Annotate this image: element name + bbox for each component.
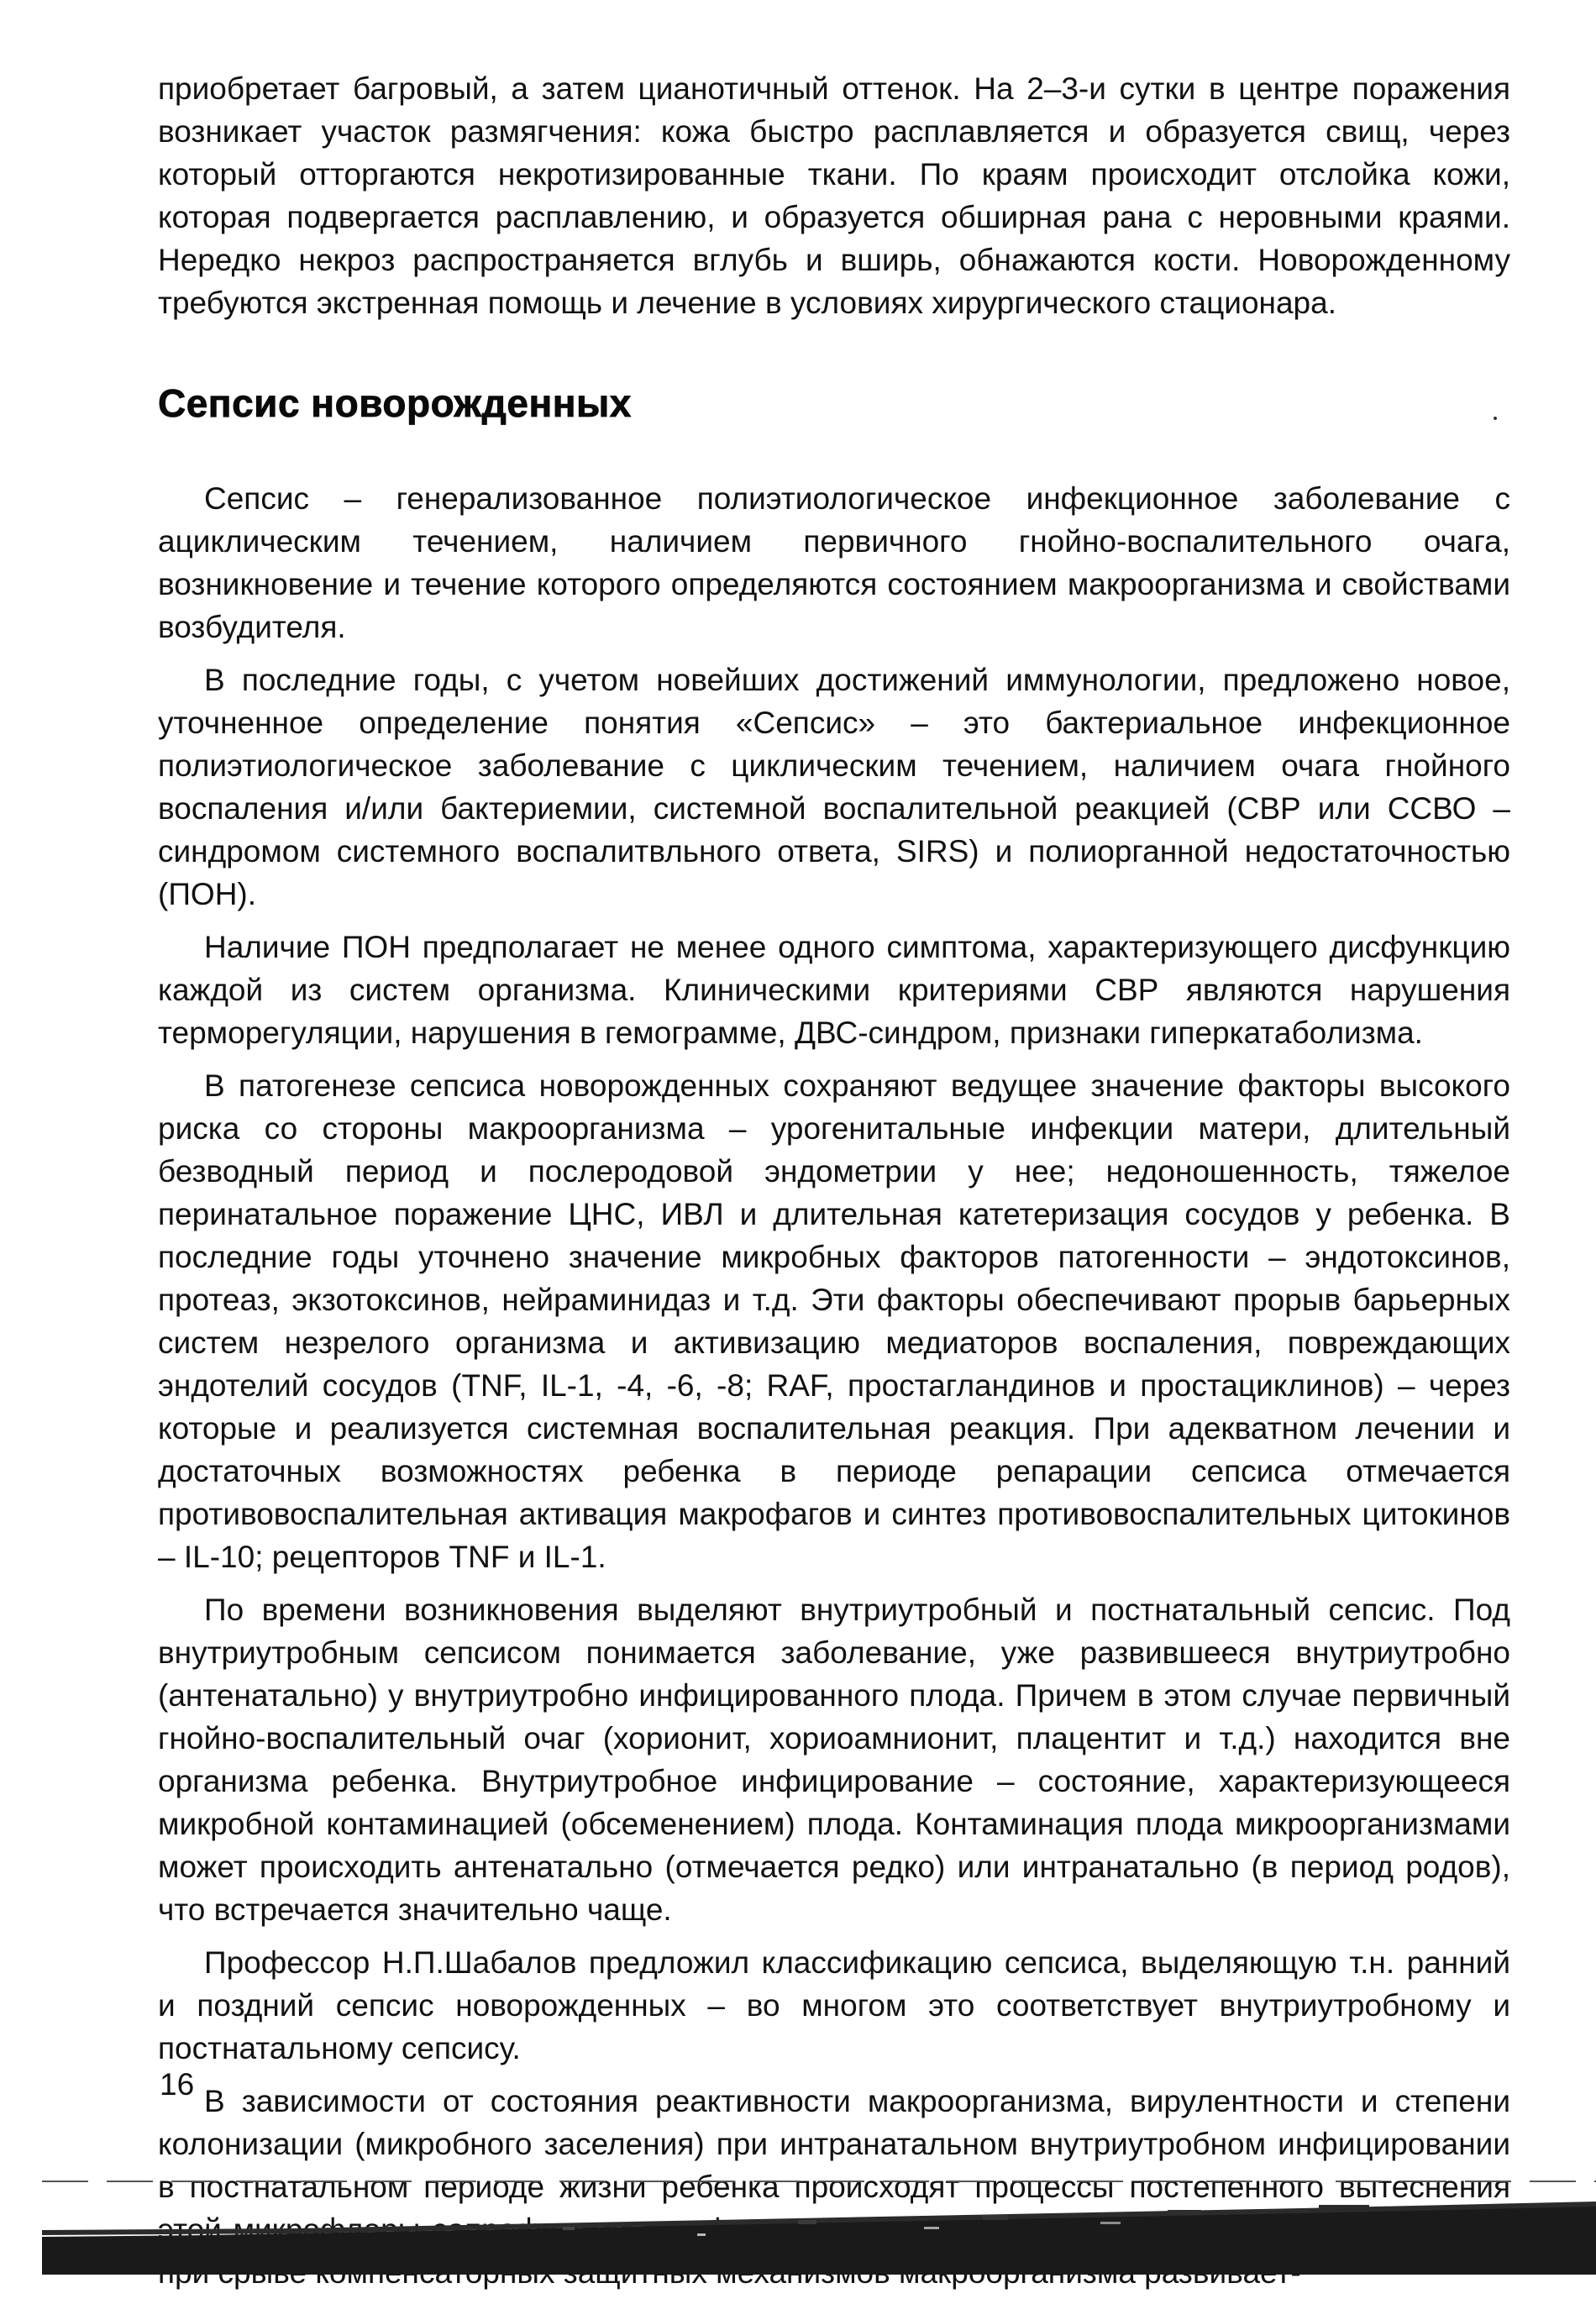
paragraph-definition: Сепсис – генерализованное полиэтиологическое инфекционное заболевание с ациклическим течением, наличием первичного гнойно-воспалительного очага, возникновение и течение которого определяются состоянием макроорганизма и свойствами возбудителя. bbox=[158, 481, 1510, 644]
page-number: 16 bbox=[160, 2067, 195, 2102]
paragraph-pathogenesis: В патогенезе сепсиса новорожденных сохраняют ведущее значение факторы высокого риска со стороны макроорганизма – урогенитальные инфекции матери, длительный безводный период и послеродовой эндометрии у нее; недоношенность, тяжелое перинатальное поражение ЦНС, ИВЛ и длительная катетеризация сосудов у ребенка. В последние годы уточнено значение микробных факторов патогенности – эндотоксинов, протеаз, экзотоксинов, нейраминидаз и т.д. Эти факторы обеспечивают прорыв барьерных систем незрелого организма и активизацию медиаторов воспаления, повреждающих эндотелий сосудов (TNF, IL-1, -4, -6, -8; RAF, простагландинов и простациклинов) – через которые и реализуется системная воспалительная реакция. При адекватном лечении и достаточных возможностях ребенка в периоде репарации сепсиса отмечается противовоспалительная активация макрофагов и синтез противовоспалительных цитокинов – IL-10; рецепторов TNF и IL-1. bbox=[158, 1068, 1510, 1574]
paragraph-classification: Профессор Н.П.Шабалов предложил классификацию сепсиса, выделяющую т.н. ранний и поздний сепсис новорожденных – во многом это соответствует внутриутробному и постнатальному сепсису. bbox=[158, 1945, 1510, 2065]
paragraph-new-definition: В последние годы, с учетом новейших достижений иммунологии, предложено новое, уточненное определение понятия «Сепсис» – это бактериальное инфекционное полиэтиологическое заболевание с циклическим течением, наличием очага гнойного воспаления и/или бактериемии, системной воспалительной реакцией (СВР или ССВО – синдромом системного воспалитвльного ответа, SIRS) и полиорганной недостаточностью (ПОН). bbox=[158, 663, 1510, 911]
paragraph-reactivity: В зависимости от состояния реактивности макроорганизма, вирулентности и степени колонизации (микробного заселения) при интранатальном внутриутробном инфицировании в постнатальном периоде жизни ребенка происходят процессы постепенного вытеснения bbox=[158, 2084, 1510, 2204]
section-heading: Сепсис новорожденных bbox=[158, 381, 632, 425]
page-content bbox=[158, 67, 1510, 2304]
scan-bottom-edge bbox=[42, 2171, 1596, 2275]
intro-paragraph: приобретает багровый, а затем цианотичный оттенок. На 2–3-и сутки в центре поражения возникает участок размягчения: кожа быстро расплавляется и образуется свищ, через который отторгаются некротизированные ткани. По краям происходит отслойка кожи, которая подвергается расплавлению, и образуется обширная рана с неровными краями. Нередко некроз распространяется вглубь и вширь, обнажаются кости. Новорожденному требуются экстренная помощь и лечение в условиях хирургического стационара. bbox=[158, 71, 1510, 320]
paragraph-pon-criteria: Наличие ПОН предполагает не менее одного симптома, характеризующего дисфункцию каждой из систем организма. Клиническими критериями СВР являются нарушения терморегуляции, нарушения в гемограмме, ДВС-синдром, признаки гиперкатаболизма. bbox=[158, 930, 1510, 1050]
paragraph-onset-time: По времени возникновения выделяют внутриутробный и постнатальный сепсис. Под внутриутробным сепсисом понимается заболевание, уже развившееся внутриутробно (антенатально) у внутриутробно инфицированного плода. Причем в этом случае первичный гнойно-воспалительный очаг (хорионит, хориоамнионит, плацентит и т.д.) находится вне организма ребенка. Внутриутробное инфицирование – состояние, характеризующееся микробной контаминацией (обсеменением) плода. Контаминация плода микроорганизмами может происходить антенатально (отмечается редко) или интранатально (в период родов), что встречается значительно чаще. bbox=[158, 1593, 1510, 1927]
scan-speck bbox=[1494, 417, 1497, 420]
